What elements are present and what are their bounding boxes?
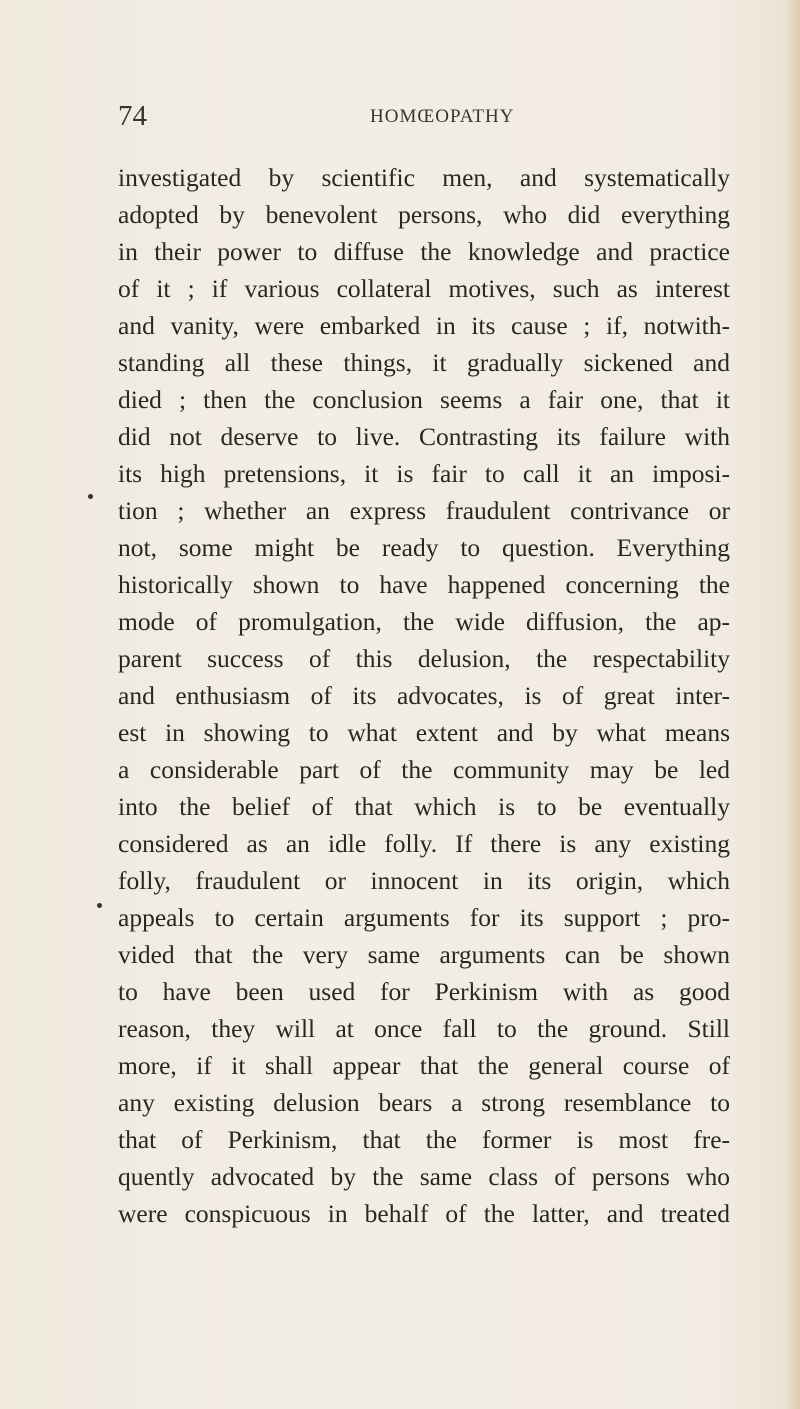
text-line: tion ; whether an express fraudulent contrivance or [118, 496, 730, 525]
text-line: standing all these things, it gradually sickened and [118, 348, 730, 377]
text-line: into the belief of that which is to be eventually [118, 792, 730, 821]
text-line: any existing delusion bears a strong resemblance to [118, 1088, 730, 1117]
text-line: investigated by scientific men, and systematically [118, 163, 730, 192]
text-line: parent success of this delusion, the respectability [118, 644, 730, 673]
text-line: mode of promulgation, the wide diffusion, the ap- [118, 607, 730, 636]
body-text [118, 159, 730, 1232]
text-line: reason, they will at once fall to the ground. Still [118, 1014, 730, 1043]
page-number: 74 [118, 100, 147, 132]
page-edge [786, 0, 800, 1409]
text-line: appeals to certain arguments for its support ; pro- [118, 903, 730, 932]
text-line: died ; then the conclusion seems a fair one, that it [118, 385, 730, 414]
text-line: were conspicuous in behalf of the latter, and treated [118, 1199, 730, 1228]
page-header [118, 96, 728, 136]
text-line: and enthusiasm of its advocates, is of great inter- [118, 681, 730, 710]
text-line: est in showing to what extent and by what means [118, 718, 730, 747]
text-line: considered as an idle folly. If there is any existing [118, 829, 730, 858]
text-line: folly, fraudulent or innocent in its origin, which [118, 866, 730, 895]
text-line: to have been used for Perkinism with as good [118, 977, 730, 1006]
text-line: and vanity, were embarked in its cause ; if, notwith- [118, 311, 730, 340]
margin-mark [88, 494, 93, 499]
text-line: adopted by benevolent persons, who did everything [118, 200, 730, 229]
text-line: more, if it shall appear that the general course of [118, 1051, 730, 1080]
text-line: a considerable part of the community may be led [118, 755, 730, 784]
text-line: not, some might be ready to question. Everything [118, 533, 730, 562]
text-line: vided that the very same arguments can be shown [118, 940, 730, 969]
text-line: did not deserve to live. Contrasting its failure with [118, 422, 730, 451]
margin-mark [97, 903, 102, 908]
text-line: that of Perkinism, that the former is most fre- [118, 1125, 730, 1154]
text-line: of it ; if various collateral motives, such as interest [118, 274, 730, 303]
text-line: in their power to diffuse the knowledge and practice [118, 237, 730, 266]
text-line: quently advocated by the same class of persons who [118, 1162, 730, 1191]
text-line: historically shown to have happened concerning the [118, 570, 730, 599]
text-line: its high pretensions, it is fair to call it an imposi- [118, 459, 730, 488]
running-title: HOMŒOPATHY [370, 106, 515, 127]
